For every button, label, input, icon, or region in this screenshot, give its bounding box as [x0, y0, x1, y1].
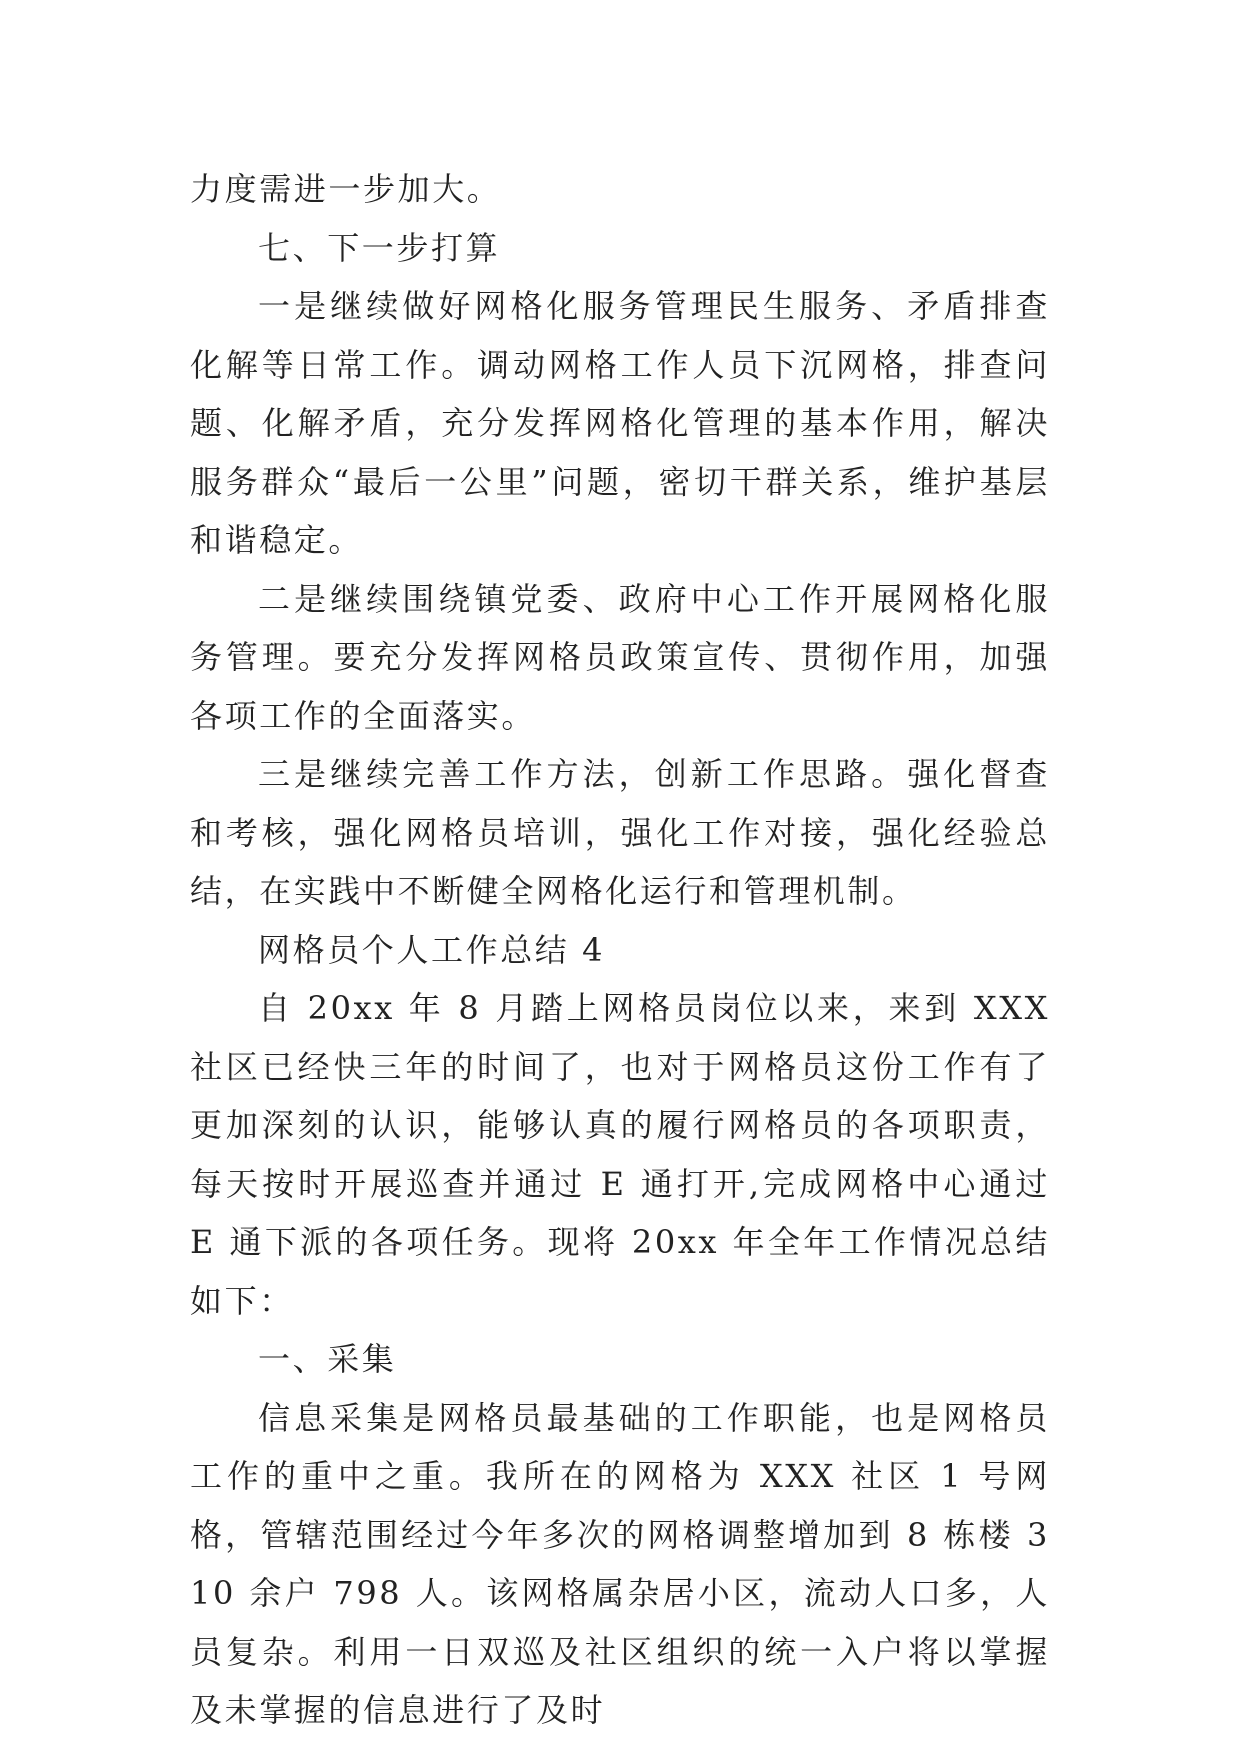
paragraph-plan-two: 二是继续围绕镇党委、政府中心工作开展网格化服务管理。要充分发挥网格员政策宣传、贯彻作用，加强各项工作的全面落实。 [190, 579, 1050, 735]
paragraph-intro: 自 20xx 年 8 月踏上网格员岗位以来，来到 XXX 社区已经快三年的时间了，也对于网格员这份工作有了更加深刻的认识，能够认真的履行网格员的各项职责，每天按时开展巡查并通过 E 通打开,完成网格中心通过 E 通下派的各项任务。现将 20xx 年全年工作情况总结如下： [190, 989, 1050, 1320]
section-heading-collection: 一、采集 [258, 1340, 397, 1378]
paragraph-plan-one: 一是继续做好网格化服务管理民生服务、矛盾排查化解等日常工作。调动网格工作人员下沉网格，排查问题、化解矛盾，充分发挥网格化管理的基本作用，解决服务群众“最后一公里”问题，密切干群关系，维护基层和谐稳定。 [190, 287, 1050, 559]
document-body [190, 160, 1050, 1740]
paragraph-collection: 信息采集是网格员最基础的工作职能，也是网格员工作的重中之重。我所在的网格为 XXX 社区 1 号网格，管辖范围经过今年多次的网格调整增加到 8 栋楼 310 余户 798 人。该网格属杂居小区，流动人口多，人员复杂。利用一日双巡及社区组织的统一入户将以掌握及未掌握的信息进行了及时 [190, 1398, 1050, 1729]
section-heading-next-steps: 七、下一步打算 [258, 228, 501, 267]
paragraph-plan-three: 三是继续完善工作方法，创新工作思路。强化督查和考核，强化网格员培训，强化工作对接，强化经验总结，在实践中不断健全网格化运行和管理机制。 [190, 755, 1050, 910]
paragraph-continuation: 力度需进一步加大。 [190, 170, 502, 208]
document-subtitle: 网格员个人工作总结 4 [258, 930, 606, 969]
